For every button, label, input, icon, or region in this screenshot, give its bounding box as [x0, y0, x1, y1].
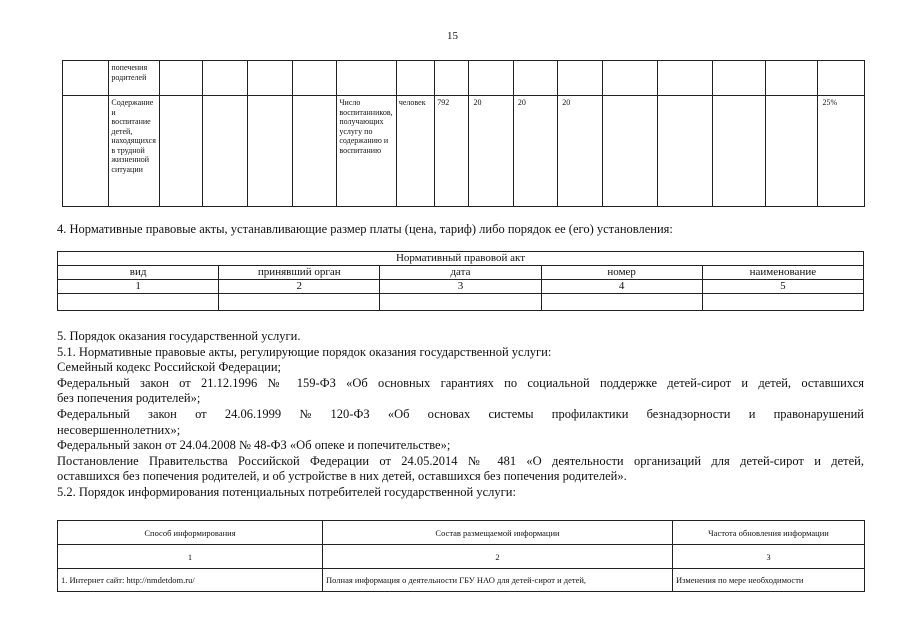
page-number: 15	[447, 30, 458, 42]
column-number: 3	[673, 545, 865, 569]
column-header: наименование	[702, 266, 863, 280]
legal-act-line: Постановление Правительства Российской Федерации от 24.05.2014 № 481 «О деятельности организаций для детей-сирот и детей,	[57, 453, 864, 468]
value-cell: 20	[513, 96, 557, 207]
table-row	[58, 545, 865, 569]
column-number: 3	[380, 280, 541, 294]
indicators-table	[62, 60, 865, 207]
section5-text	[57, 329, 864, 501]
column-number: 1	[58, 280, 219, 294]
value-cell: 20	[469, 96, 513, 207]
update-frequency-cell: Изменения по мере необходимости	[673, 569, 865, 592]
deviation-cell: 25%	[818, 96, 865, 207]
table-header-row	[58, 521, 865, 545]
information-content-cell: Полная информация о деятельности ГБУ НАО для детей-сирот и детей,	[323, 569, 673, 592]
column-header: дата	[380, 266, 541, 280]
column-header: вид	[58, 266, 219, 280]
table-row	[58, 294, 864, 311]
legal-act-line: Федеральный закон от 24.06.1999 № 120-ФЗ «Об основах системы профилактики безнадзорности и правонарушений	[57, 406, 864, 421]
legal-act-line: несовершеннолетних»;	[57, 422, 181, 437]
subsection-heading: 5.1. Нормативные правовые акты, регулирующие порядок оказания государственной услуги:	[57, 344, 552, 359]
table-title: Нормативный правовой акт	[58, 252, 864, 266]
informing-table	[57, 520, 865, 592]
section4-heading: 4. Нормативные правовые акты, устанавливающие размер платы (цена, тариф) либо порядок ее (его) установления:	[57, 222, 673, 236]
section-heading: 5. Порядок оказания государственной услуги.	[57, 329, 301, 343]
subsection-heading: 5.2. Порядок информирования потенциальных потребителей государственной услуги:	[57, 484, 516, 499]
column-number: 4	[541, 280, 702, 294]
column-header: Частота обновления информации	[673, 521, 865, 545]
column-number: 2	[323, 545, 673, 569]
indicator-name-cell: Число воспитанников, получающих услугу по содержанию и воспитанию	[337, 96, 397, 207]
table-row	[58, 280, 864, 294]
column-header: принявший орган	[219, 266, 380, 280]
unit-cell: человек	[396, 96, 434, 207]
legal-act-line: Федеральный закон от 24.04.2008 № 48-ФЗ «Об опеке и попечительстве»;	[57, 438, 451, 453]
column-header: Способ информирования	[58, 521, 323, 545]
column-number: 2	[219, 280, 380, 294]
service-name-cell: попечения родителей	[109, 61, 159, 96]
table-row	[58, 252, 864, 266]
code-cell: 792	[435, 96, 469, 207]
legal-acts-table	[57, 251, 864, 311]
legal-act-line: оставшихся без попечения родителей, и об устройстве в них детей, оставшихся без попечения родителей».	[57, 469, 627, 484]
legal-act-line: без попечения родителей»;	[57, 391, 201, 406]
column-number: 1	[58, 545, 323, 569]
table-row	[63, 61, 865, 96]
service-name-cell: Содержание и воспитание детей, находящихся в трудной жизненной ситуации	[109, 96, 159, 207]
table-row	[58, 569, 865, 592]
column-header: номер	[541, 266, 702, 280]
column-number: 5	[702, 280, 863, 294]
legal-act-line: Семейный кодекс Российской Федерации;	[57, 360, 281, 375]
column-header: Состав размещаемой информации	[323, 521, 673, 545]
legal-act-line: Федеральный закон от 21.12.1996 № 159-ФЗ «Об основных гарантиях по социальной поддержке детей-сирот и детей, оставшихся	[57, 375, 864, 390]
value-cell: 20	[558, 96, 602, 207]
table-row	[63, 96, 865, 207]
table-header-row	[58, 266, 864, 280]
informing-method-cell: 1. Интернет сайт: http://nmdetdom.ru/	[58, 569, 323, 592]
